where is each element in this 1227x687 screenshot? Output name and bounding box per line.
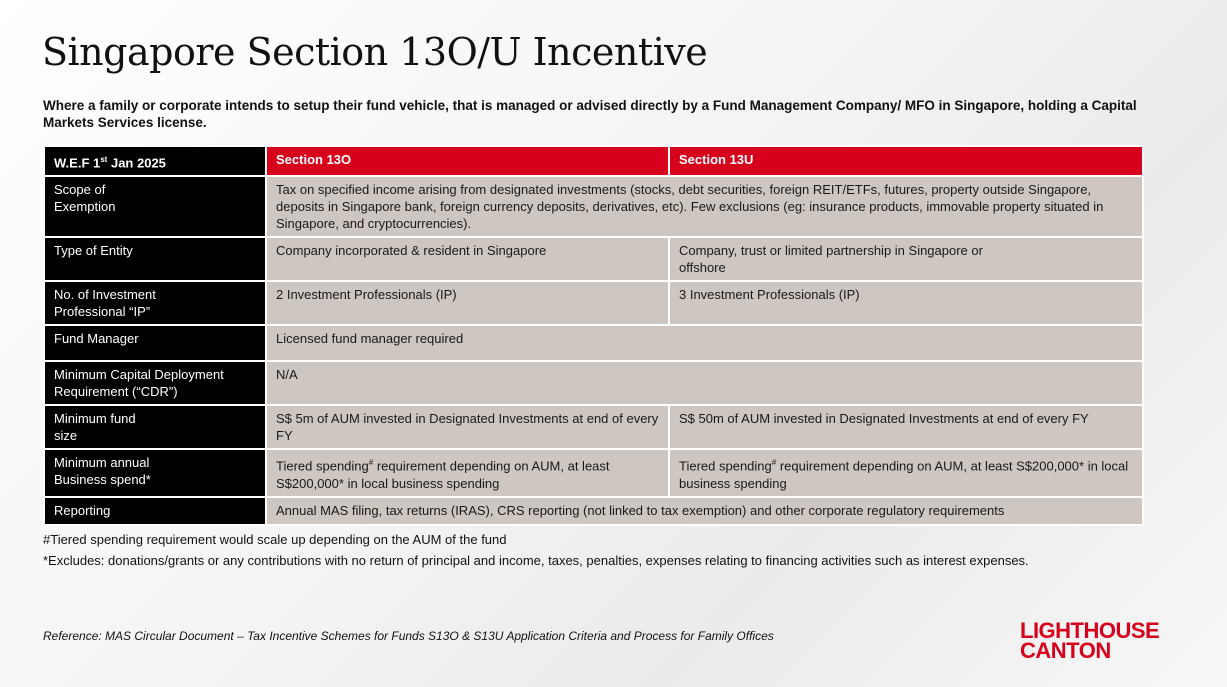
table-row-reporting [44,497,1143,525]
row-label-manager: Fund Manager [44,325,266,361]
effective-date-header: W.E.F 1st Jan 2025 [44,146,266,176]
table-row-manager [44,325,1143,361]
section-13o-header: Section 13O [266,146,669,176]
footnote-tiered: #Tiered spending requirement would scale up depending on the AUM of the fund [43,532,507,547]
row-label-reporting: Reporting [44,497,266,525]
fund-size-13u: S$ 50m of AUM invested in Designated Investments at end of every FY [669,405,1143,449]
entity-13o: Company incorporated & resident in Singapore [266,237,669,281]
footnote-excludes: *Excludes: donations/grants or any contributions with no return of principal and income, taxes, penalties, expenses relating to financing activities such as interest expenses. [43,553,1029,568]
table-row-entity [44,237,1143,281]
page-subtitle: Where a family or corporate intends to setup their fund vehicle, that is managed or advised directly by a Fund Management Company/ MFO in Singapore, holding a Capital Markets Services license. [43,98,1137,130]
logo-line-2: CANTON [1020,638,1111,663]
row-label-fund-size: Minimum fund size [44,405,266,449]
reference-note: Reference: MAS Circular Document – Tax Incentive Schemes for Funds S13O & S13U Application Criteria and Process for Family Offices [43,629,774,643]
row-label-entity: Type of Entity [44,237,266,281]
table-header-row [44,146,1143,176]
comparison-table [43,145,1144,526]
reporting-value: Annual MAS filing, tax returns (IRAS), CRS reporting (not linked to tax exemption) and other corporate regulatory requirements [266,497,1143,525]
row-label-ip: No. of Investment Professional “IP” [44,281,266,325]
table-row-fund-size [44,405,1143,449]
spend-13o: Tiered spending# requirement depending on AUM, at least S$200,000* in local business spending [266,449,669,496]
ip-13u: 3 Investment Professionals (IP) [669,281,1143,325]
table-row-scope [44,176,1143,237]
row-label-scope: Scope of Exemption [44,176,266,237]
table-row-ip [44,281,1143,325]
row-label-spend: Minimum annual Business spend* [44,449,266,496]
footnotes [43,529,1131,571]
row-label-cdr: Minimum Capital Deployment Requirement (“CDR”) [44,361,266,405]
lighthouse-canton-logo [1020,618,1160,663]
table-row-cdr [44,361,1143,405]
spend-13u: Tiered spending# requirement depending on AUM, at least S$200,000* in local business spending [669,449,1143,496]
manager-value: Licensed fund manager required [266,325,1143,361]
fund-size-13o: S$ 5m of AUM invested in Designated Investments at end of every FY [266,405,669,449]
section-13u-header: Section 13U [669,146,1143,176]
table-row-spend [44,449,1143,496]
entity-13u: Company, trust or limited partnership in Singapore or offshore [669,237,1143,281]
page-title: Singapore Section 13O/U Incentive [42,30,708,74]
cdr-value: N/A [266,361,1143,405]
ip-13o: 2 Investment Professionals (IP) [266,281,669,325]
scope-value: Tax on specified income arising from designated investments (stocks, debt securities, foreign REIT/ETFs, futures, property outside Singapore, deposits in Singapore bank, foreign currency deposits, derivatives, etc). Few exclusions (eg: insurance products, immovable property situated in Singapore, and cryptocurrencies). [266,176,1143,237]
logo-line-1: LIGHTHOUSE [1020,618,1160,643]
